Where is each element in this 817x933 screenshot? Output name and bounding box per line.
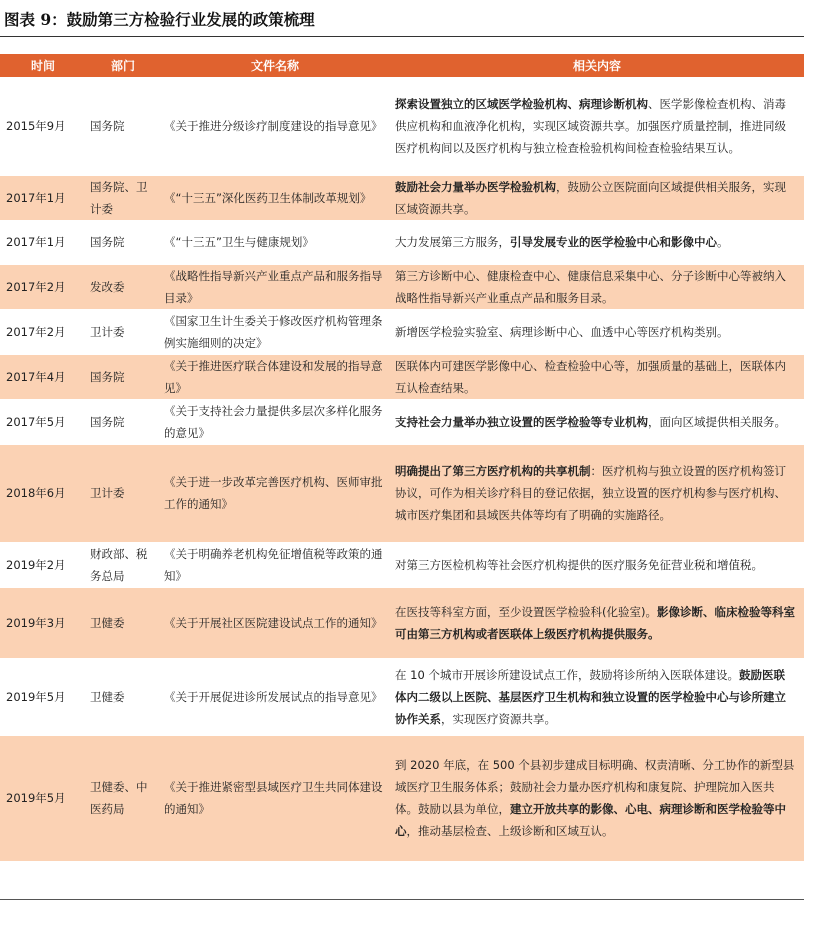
cell-file: 《关于推进紧密型县域医疗卫生共同体建设的通知》: [160, 735, 390, 861]
content-emphasis: 明确提出了第三方医疗机构的共享机制: [395, 464, 591, 478]
cell-dept: 财政部、税务总局: [86, 542, 160, 587]
cell-content: [390, 444, 804, 542]
table-body: [0, 77, 804, 861]
content-text: ，推动基层检查、上级诊断和区域互认。: [406, 824, 614, 838]
cell-content: [390, 175, 804, 220]
content-text: ，鼓励公立医院面向区域提供相关服务，实现区域资源共享。: [395, 179, 786, 216]
cell-time: 2017年2月: [0, 264, 86, 309]
table-row: [0, 399, 804, 444]
cell-dept: 国务院: [86, 220, 160, 264]
cell-time: 2017年1月: [0, 175, 86, 220]
table-row: [0, 77, 804, 175]
title-divider: [0, 36, 804, 37]
cell-dept: 卫计委: [86, 309, 160, 354]
content-emphasis: 支持社会力量举办独立设置的医学检验等专业机构: [395, 414, 648, 429]
cell-dept: 国务院: [86, 354, 160, 399]
cell-dept: 卫健委: [86, 658, 160, 735]
cell-file: 《关于明确养老机构免征增值税等政策的通知》: [160, 542, 390, 587]
table-row: [0, 444, 804, 542]
table-header-row: [0, 54, 804, 77]
cell-time: 2019年5月: [0, 658, 86, 735]
cell-file: 《“十三五”深化医药卫生体制改革规划》: [160, 175, 390, 220]
cell-file: 《战略性指导新兴产业重点产品和服务指导目录》: [160, 264, 390, 309]
cell-time: 2017年4月: [0, 354, 86, 399]
header-content: 相关内容: [390, 54, 804, 77]
content-emphasis: 建立开放共享的影像、心电、病理诊断和医学检验等中心: [395, 802, 786, 838]
cell-content: [390, 399, 804, 444]
cell-dept: 国务院: [86, 399, 160, 444]
content-text: 第三方诊断中心、健康检查中心、健康信息采集中心、分子诊断中心等被纳入战略性指导新兴产业重点产品和服务目录。: [395, 268, 786, 305]
content-emphasis: 鼓励医联体内二级以上医院、基层医疗卫生机构和独立设置的医学检验中心与诊所建立协作关系: [395, 667, 786, 726]
table-row: [0, 175, 804, 220]
cell-dept: 卫计委: [86, 444, 160, 542]
cell-content: [390, 354, 804, 399]
cell-file: 《关于推进医疗联合体建设和发展的指导意见》: [160, 354, 390, 399]
content-emphasis: 探索设置独立的区域医学检验机构、病理诊断机构: [395, 96, 648, 111]
header-time: 时间: [0, 54, 86, 77]
table-row: [0, 354, 804, 399]
cell-file: 《关于支持社会力量提供多层次多样化服务的意见》: [160, 399, 390, 444]
content-text: 在医技等科室方面，至少设置医学检验科(化验室)。: [395, 604, 657, 619]
cell-time: 2017年1月: [0, 220, 86, 264]
content-text: 大力发展第三方服务，: [395, 235, 510, 249]
cell-file: 《关于开展促进诊所发展试点的指导意见》: [160, 658, 390, 735]
content-text: 在 10 个城市开展诊所建设试点工作，鼓励将诊所纳入医联体建设。: [395, 667, 739, 682]
content-text: ，面向区域提供相关服务。: [648, 414, 786, 429]
cell-time: 2018年6月: [0, 444, 86, 542]
table-row: [0, 264, 804, 309]
cell-content: [390, 542, 804, 587]
policy-table: [0, 54, 804, 862]
content-emphasis: 引导发展专业的医学检验中心和影像中心: [510, 235, 717, 249]
cell-dept: 国务院、卫计委: [86, 175, 160, 220]
cell-content: [390, 220, 804, 264]
cell-file: 《国家卫生计生委关于修改医疗机构管理条例实施细则的决定》: [160, 309, 390, 354]
content-text: 、医学影像检查机构、消毒供应机构和血液净化机构，实现区域资源共享。加强医疗质量控制，推进同级医疗机构间以及医疗机构与独立检查检验机构间检查检验结果互认。: [395, 96, 786, 155]
table-row: [0, 220, 804, 264]
content-text: 。: [717, 235, 729, 249]
cell-time: 2017年5月: [0, 399, 86, 444]
cell-content: [390, 658, 804, 735]
cell-time: 2015年9月: [0, 77, 86, 175]
content-emphasis: 影像诊断、临床检验等科室可由第三方机构或者医联体上级医疗机构提供服务。: [395, 604, 795, 641]
table-bottom-rule: [0, 899, 804, 900]
cell-time: 2017年2月: [0, 309, 86, 354]
cell-time: 2019年5月: [0, 735, 86, 861]
content-text: 对第三方医检机构等社会医疗机构提供的医疗服务免征营业税和增值税。: [395, 557, 763, 572]
table-row: [0, 735, 804, 861]
cell-dept: 卫健委、中医药局: [86, 735, 160, 861]
cell-time: 2019年2月: [0, 542, 86, 587]
content-text: ：医疗机构与独立设置的医疗机构签订协议，可作为相关诊疗科目的登记依据，独立设置的医疗机构参与医疗机构、城市医疗集团和县域医共体等均有了明确的实施路径。: [395, 464, 786, 522]
header-dept: 部门: [86, 54, 160, 77]
cell-time: 2019年3月: [0, 587, 86, 658]
cell-dept: 卫健委: [86, 587, 160, 658]
content-emphasis: 鼓励社会力量举办医学检验机构: [395, 179, 556, 194]
cell-content: [390, 309, 804, 354]
cell-content: [390, 264, 804, 309]
cell-file: 《关于推进分级诊疗制度建设的指导意见》: [160, 77, 390, 175]
cell-file: 《关于开展社区医院建设试点工作的通知》: [160, 587, 390, 658]
table-row: [0, 587, 804, 658]
cell-dept: 发改委: [86, 264, 160, 309]
cell-content: [390, 735, 804, 861]
table-row: [0, 309, 804, 354]
figure-title: 图表 9：鼓励第三方检验行业发展的政策梳理: [4, 10, 315, 29]
content-text: 新增医学检验实验室、病理诊断中心、血透中心等医疗机构类别。: [395, 324, 729, 339]
cell-file: 《关于进一步改革完善医疗机构、医师审批工作的通知》: [160, 444, 390, 542]
content-text: 医联体内可建医学影像中心、检查检验中心等，加强质量的基础上，医联体内互认检查结果。: [395, 358, 786, 395]
cell-content: [390, 587, 804, 658]
table-row: [0, 542, 804, 587]
content-text: 到 2020 年底，在 500 个县初步建成目标明确、权责清晰、分工协作的新型县域医疗卫生服务体系；鼓励社会力量办医疗机构和康复院、护理院加入医共体。鼓励以县为单位，: [395, 758, 795, 816]
header-file: 文件名称: [160, 54, 390, 77]
cell-content: [390, 77, 804, 175]
cell-dept: 国务院: [86, 77, 160, 175]
cell-file: 《“十三五”卫生与健康规划》: [160, 220, 390, 264]
content-text: ，实现医疗资源共享。: [441, 711, 556, 726]
table-row: [0, 658, 804, 735]
